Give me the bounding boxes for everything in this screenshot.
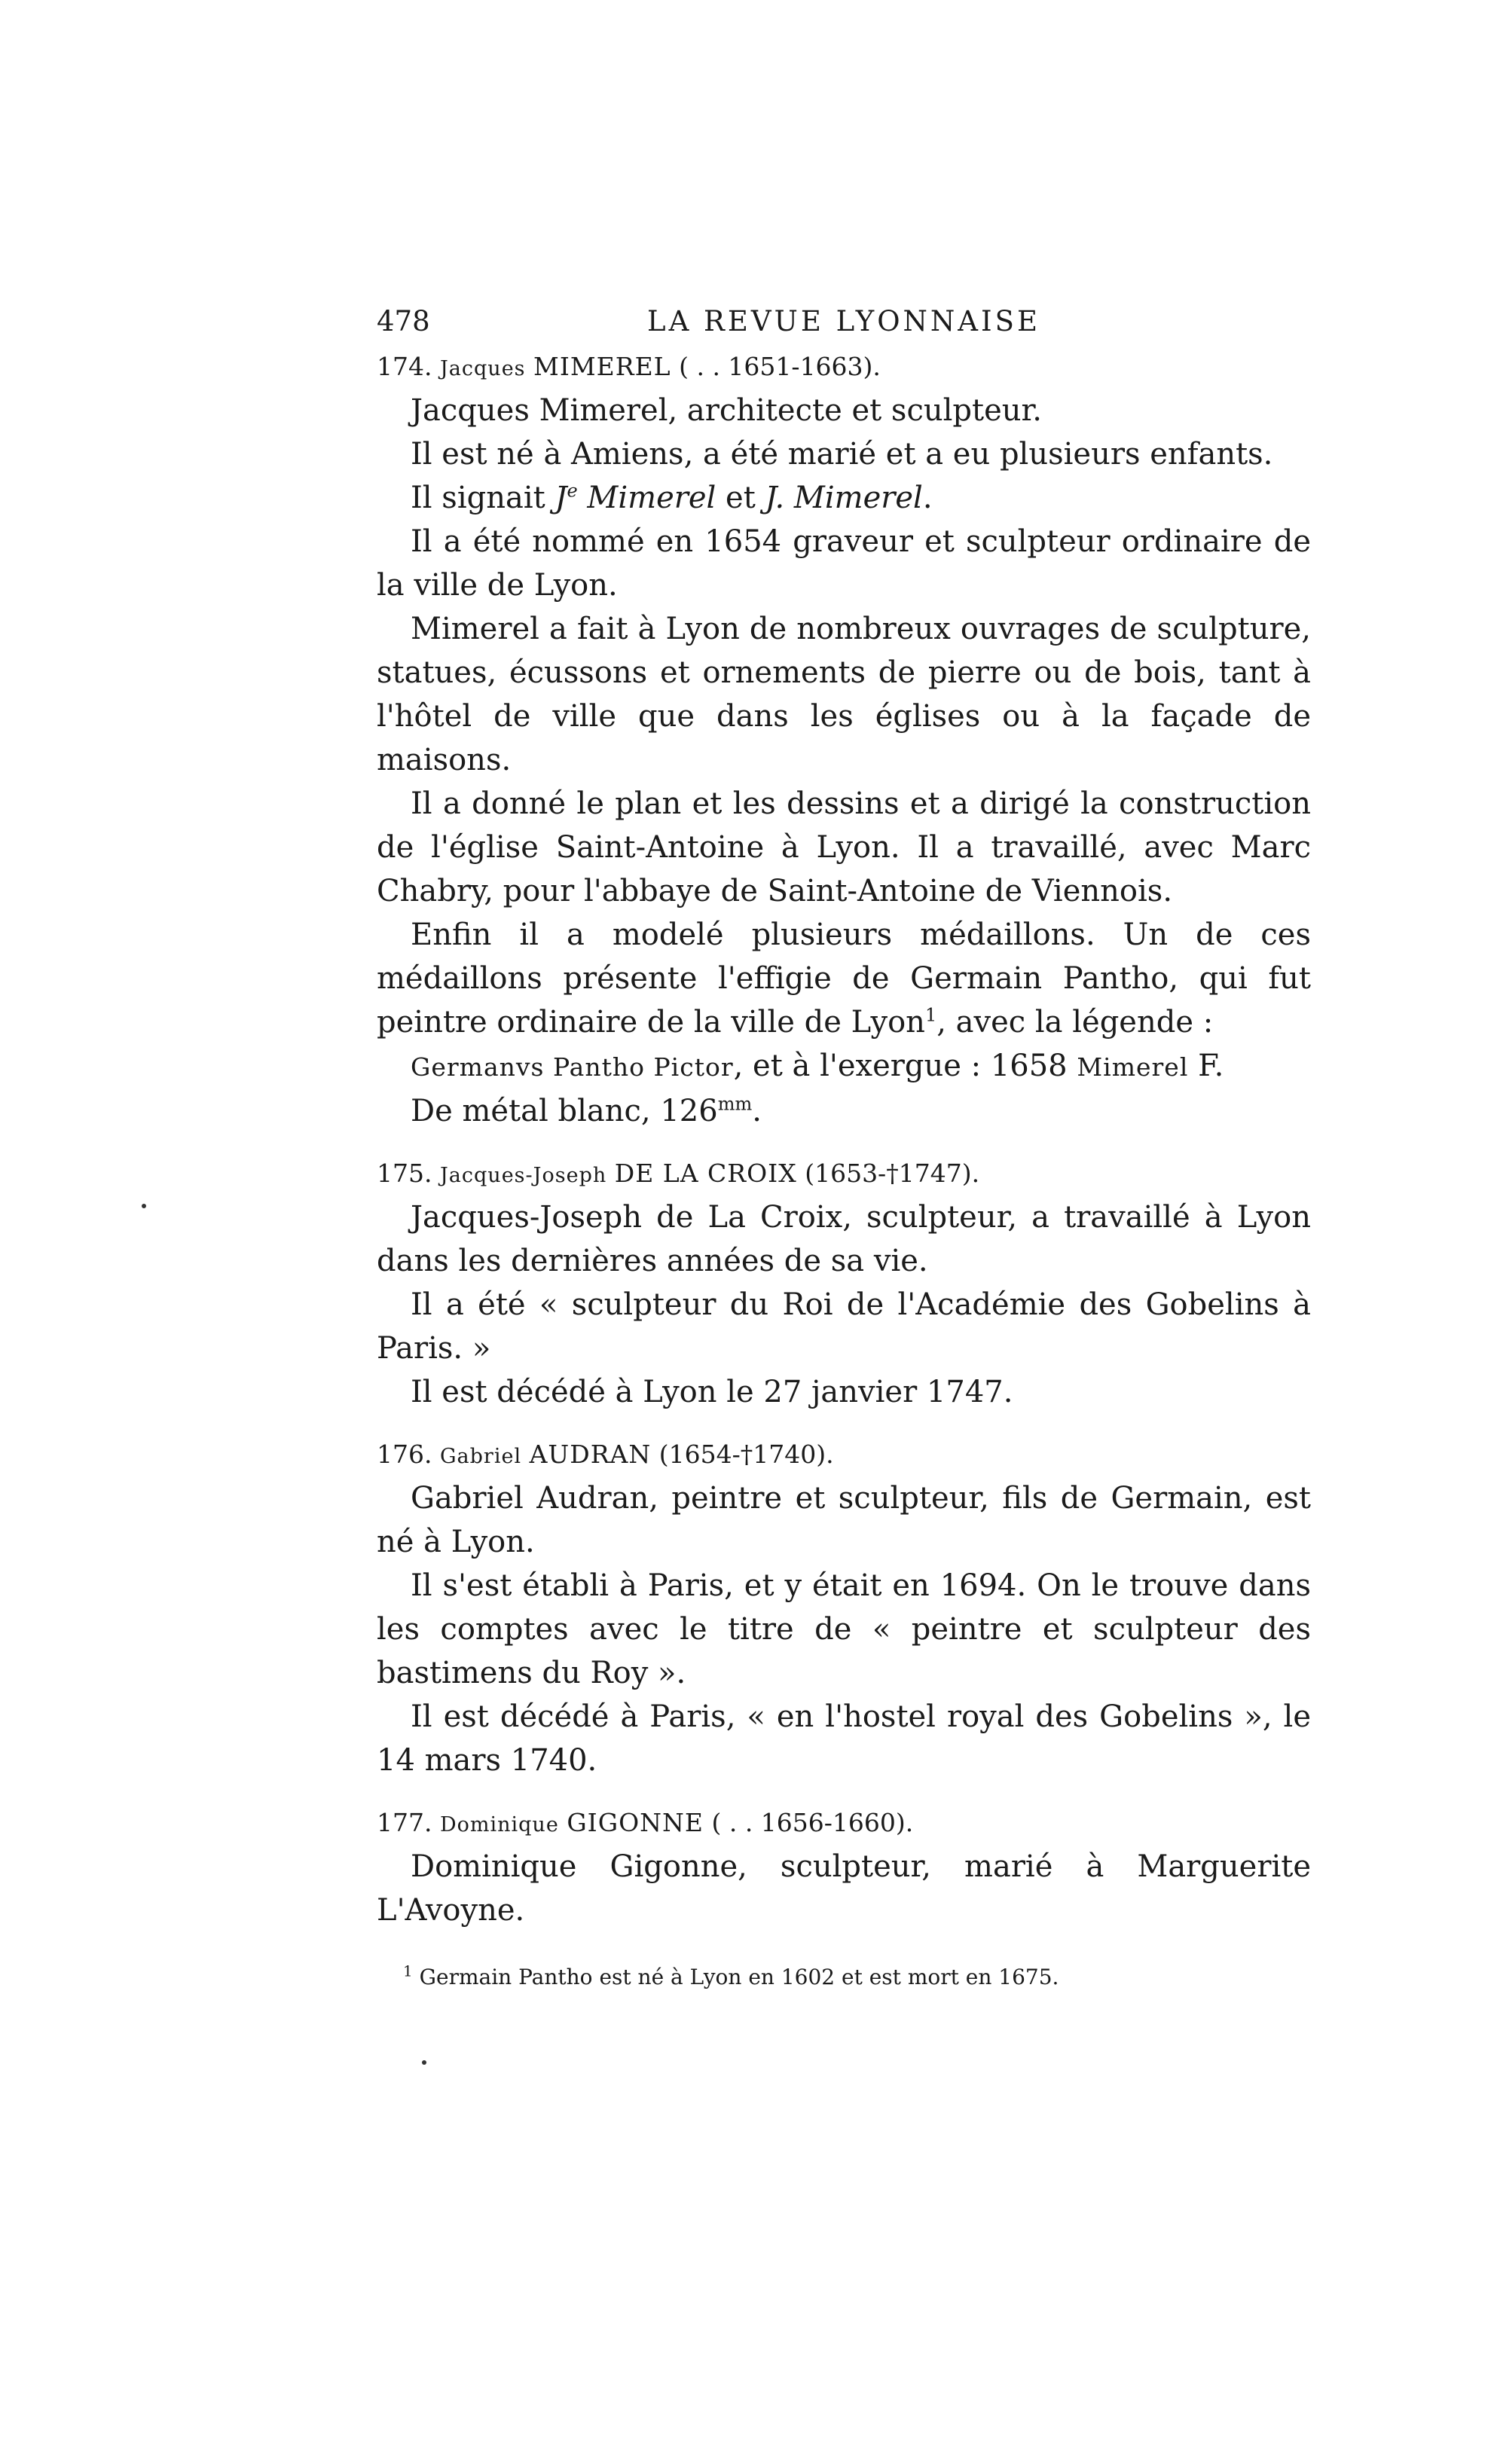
signature-initial: J: [555, 481, 567, 515]
document-page: [377, 305, 1311, 1992]
entry-number: 177.: [377, 1808, 432, 1837]
signature-alt: J. Mimerel: [765, 481, 923, 515]
paragraph: Jacques-Joseph de La Croix, sculpteur, a travaillé à Lyon dans les dernières années de sa vie.: [377, 1200, 1311, 1278]
paragraph: Il a été nommé en 1654 graveur et sculpteur ordinaire de la ville de Lyon.: [377, 524, 1311, 603]
text-span: , et à l'exergue : 1658: [733, 1049, 1077, 1083]
text-span: .: [752, 1094, 762, 1128]
entry-number: 175.: [377, 1159, 432, 1188]
signature-name: Mimerel: [577, 481, 716, 515]
entry-surname: MIMEREL: [533, 352, 671, 381]
unit-superscript: mm: [717, 1093, 753, 1115]
entry-surname: DE LA CROIX: [614, 1159, 797, 1188]
entry-176: [377, 1435, 1311, 1782]
entry-177: [377, 1803, 1311, 1932]
signature-paragraph: [377, 476, 1311, 520]
paragraph: Il s'est établi à Paris, et y était en 1694. On le trouve dans les comptes avec le titre de « peintre et sculpteur des bastimens du Roy ».: [377, 1568, 1311, 1690]
metal-paragraph: [377, 1089, 1311, 1133]
paragraph: Il a donné le plan et les dessins et a dirigé la construction de l'église Saint-Antoine à Lyon. Il a travaillé, avec Marc Chabry, pour l'abbaye de Saint-Antoine de Viennois.: [377, 786, 1311, 908]
entry-175: [377, 1154, 1311, 1414]
paragraph: Gabriel Audran, peintre et sculpteur, fils de Germain, est né à Lyon.: [377, 1481, 1311, 1559]
entry-surname: AUDRAN: [529, 1440, 652, 1469]
entry-firstname: Gabriel: [439, 1445, 522, 1468]
entry-firstname: Jacques: [439, 357, 526, 380]
footnote: [377, 1962, 1311, 1992]
footnote-ref: 1: [924, 1004, 937, 1026]
entry-dates: ( . . 1656-1660).: [711, 1808, 914, 1837]
signature-superscript: e: [567, 480, 578, 502]
print-speck-mark: [422, 2060, 426, 2065]
entry-surname: GIGONNE: [567, 1808, 704, 1837]
inscription-text: Germanvs Pantho Pictor: [411, 1052, 734, 1082]
entry-number: 174.: [377, 352, 432, 381]
entry-174: [377, 347, 1311, 1133]
paragraph: Il est décédé à Paris, « en l'hostel royal des Gobelins », le 14 mars 1740.: [377, 1699, 1311, 1778]
entry-heading: [377, 1435, 1311, 1476]
paragraph: Dominique Gigonne, sculpteur, marié à Marguerite L'Avoyne.: [377, 1849, 1311, 1928]
entry-dates: ( . . 1651-1663).: [679, 352, 881, 381]
inscription-signature: Mimerel: [1077, 1052, 1189, 1082]
print-speck-mark: [142, 1204, 146, 1208]
inscription-paragraph: [377, 1044, 1311, 1089]
paragraph: Il est décédé à Lyon le 27 janvier 1747.: [411, 1375, 1013, 1409]
paragraph: Il a été « sculpteur du Roi de l'Académie des Gobelins à Paris. »: [377, 1287, 1311, 1366]
text-span: Il signait: [411, 481, 555, 515]
page-number: 478: [377, 305, 430, 337]
paragraph: Il est né à Amiens, a été marié et a eu plusieurs enfants.: [411, 437, 1273, 472]
paragraph: Mimerel a fait à Lyon de nombreux ouvrages de sculpture, statues, écussons et ornements de pierre ou de bois, tant à l'hôtel de ville que dans les églises ou à la façade de maisons.: [377, 612, 1311, 777]
entry-firstname: Jacques-Joseph: [439, 1164, 607, 1187]
text-span: Enfin il a modelé plusieurs médaillons. Un de ces médaillons présente l'effigie de Germain Pantho, qui fut peintre ordinaire de la ville de Lyon: [377, 918, 1311, 1040]
entry-heading: [377, 1154, 1311, 1195]
footnote-text: Germain Pantho est né à Lyon en 1602 et est mort en 1675.: [412, 1965, 1059, 1989]
legend-paragraph: [377, 913, 1311, 1044]
footnote-mark: 1: [403, 1962, 413, 1980]
running-title: LA REVUE LYONNAISE: [647, 305, 1040, 337]
text-span: et: [716, 481, 765, 515]
entry-firstname: Dominique: [439, 1813, 559, 1837]
entry-heading: [377, 1803, 1311, 1845]
page-header: [377, 305, 1311, 347]
entry-heading: [377, 347, 1311, 389]
text-span: .: [922, 481, 933, 515]
text-span: F.: [1188, 1049, 1224, 1083]
text-span: De métal blanc, 126: [411, 1094, 718, 1128]
entry-dates: (1653-†1747).: [805, 1159, 980, 1188]
paragraph: Jacques Mimerel, architecte et sculpteur.: [411, 393, 1042, 428]
entry-number: 176.: [377, 1440, 432, 1469]
entry-dates: (1654-†1740).: [658, 1440, 834, 1469]
text-span: , avec la légende :: [936, 1005, 1214, 1040]
